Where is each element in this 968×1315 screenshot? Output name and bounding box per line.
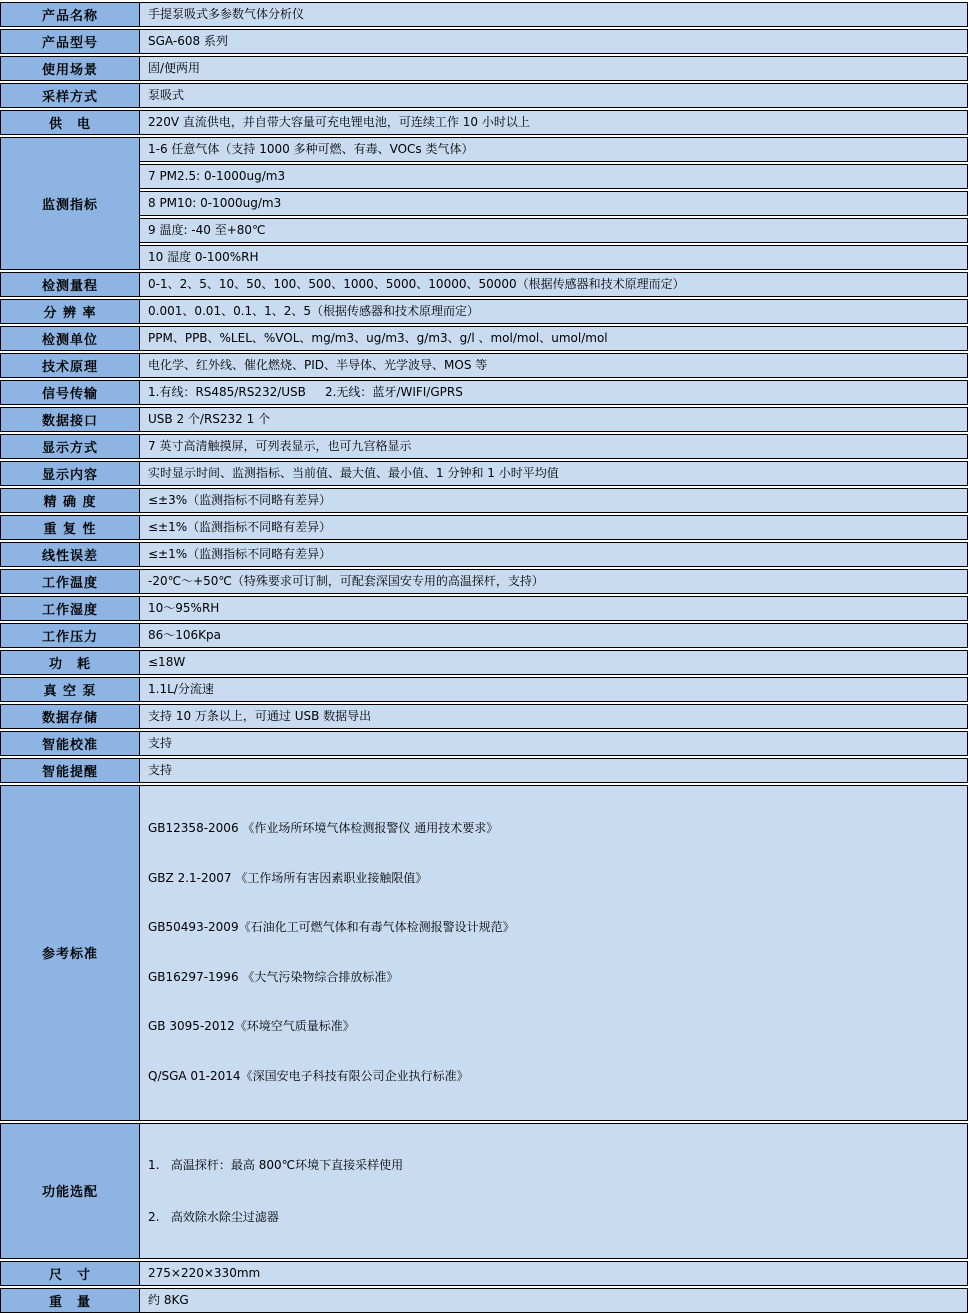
working-pressure-label: 工作压力 — [0, 623, 140, 648]
detection-unit-label: 检测单位 — [0, 326, 140, 351]
row-linearity-error — [0, 542, 968, 567]
standard-item: Q/SGA 01-2014《深国安电子科技有限公司企业执行标准》 — [148, 1068, 469, 1083]
linearity-error-label: 线性误差 — [0, 542, 140, 567]
row-technical-principle — [0, 353, 968, 378]
row-product-name — [0, 2, 968, 27]
optional-feature-item: 1. 高温探杆：最高 800℃环境下直接采样使用 — [148, 1157, 404, 1172]
weight-label: 重 量 — [0, 1288, 140, 1313]
product-model-value: SGA-608 系列 — [140, 29, 968, 54]
monitoring-indicator-value: 10 湿度 0-100%RH — [140, 245, 968, 270]
smart-calibration-label: 智能校准 — [0, 731, 140, 756]
detection-range-value: 0-1、2、5、10、50、100、500、1000、5000、10000、50000（根据传感器和技术原理而定） — [140, 272, 968, 297]
row-product-model — [0, 29, 968, 54]
smart-reminder-value: 支持 — [140, 758, 968, 783]
repeatability-label: 重 复 性 — [0, 515, 140, 540]
power-supply-value: 220V 直流供电，并自带大容量可充电锂电池，可连续工作 10 小时以上 — [140, 110, 968, 135]
power-consumption-value: ≤18W — [140, 650, 968, 675]
row-working-pressure — [0, 623, 968, 648]
row-monitoring-indicators-1 — [0, 137, 968, 162]
row-monitoring-indicators-2 — [0, 164, 968, 189]
smart-reminder-label: 智能提醒 — [0, 758, 140, 783]
row-detection-unit — [0, 326, 968, 351]
optional-features-label: 功能选配 — [0, 1123, 140, 1259]
row-vacuum-pump — [0, 677, 968, 702]
vacuum-pump-label: 真 空 泵 — [0, 677, 140, 702]
monitoring-indicator-value: 9 温度: -40 至+80℃ — [140, 218, 968, 243]
data-storage-value: 支持 10 万条以上，可通过 USB 数据导出 — [140, 704, 968, 729]
standard-item: GB12358-2006 《作业场所环境气体检测报警仪 通用技术要求》 — [148, 821, 499, 835]
technical-principle-value: 电化学、红外线、催化燃烧、PID、半导体、光学波导、MOS 等 — [140, 353, 968, 378]
row-repeatability — [0, 515, 968, 540]
row-reference-standards — [0, 785, 968, 1121]
row-accuracy — [0, 488, 968, 513]
row-working-humidity — [0, 596, 968, 621]
standard-item: GB 3095-2012《环境空气质量标准》 — [148, 1019, 355, 1034]
working-temperature-value: -20℃～+50℃（特殊要求可订制，可配套深国安专用的高温探杆，支持） — [140, 569, 968, 594]
usage-scene-value: 固/便两用 — [140, 56, 968, 81]
signal-transmission-value: 1.有线：RS485/RS232/USB 2.无线：蓝牙/WIFI/GPRS — [140, 380, 968, 405]
data-interface-label: 数据接口 — [0, 407, 140, 432]
monitoring-indicator-value: 7 PM2.5: 0-1000ug/m3 — [140, 164, 968, 189]
standard-item: GB50493-2009《石油化工可燃气体和有毒气体检测报警设计规范》 — [148, 920, 515, 935]
optional-feature-item: 2. 高效除水除尘过滤器 — [148, 1209, 279, 1224]
monitoring-indicators-label: 监测指标 — [0, 137, 140, 270]
display-mode-value: 7 英寸高清触摸屏，可列表显示，也可九宫格显示 — [140, 434, 968, 459]
resolution-label: 分 辨 率 — [0, 299, 140, 324]
technical-principle-label: 技术原理 — [0, 353, 140, 378]
row-display-mode — [0, 434, 968, 459]
power-supply-label: 供 电 — [0, 110, 140, 135]
reference-standards-label: 参考标准 — [0, 785, 140, 1121]
usage-scene-label: 使用场景 — [0, 56, 140, 81]
detection-range-label: 检测量程 — [0, 272, 140, 297]
resolution-value: 0.001、0.01、0.1、1、2、5（根据传感器和技术原理而定） — [140, 299, 968, 324]
row-monitoring-indicators-5 — [0, 245, 968, 270]
row-weight — [0, 1288, 968, 1313]
row-working-temperature — [0, 569, 968, 594]
linearity-error-value: ≤±1%（监测指标不同略有差异） — [140, 542, 968, 567]
row-dimensions — [0, 1261, 968, 1286]
working-humidity-value: 10～95%RH — [140, 596, 968, 621]
row-detection-range — [0, 272, 968, 297]
weight-value: 约 8KG — [140, 1288, 968, 1313]
power-consumption-label: 功 耗 — [0, 650, 140, 675]
row-power-supply — [0, 110, 968, 135]
row-optional-features — [0, 1123, 968, 1259]
dimensions-label: 尺 寸 — [0, 1261, 140, 1286]
working-pressure-value: 86～106Kpa — [140, 623, 968, 648]
optional-features-value — [140, 1123, 968, 1259]
data-interface-value: USB 2 个/RS232 1 个 — [140, 407, 968, 432]
reference-standards-value — [140, 785, 968, 1121]
product-name-label: 产品名称 — [0, 2, 140, 27]
product-model-label: 产品型号 — [0, 29, 140, 54]
working-humidity-label: 工作湿度 — [0, 596, 140, 621]
monitoring-indicator-value: 8 PM10: 0-1000ug/m3 — [140, 191, 968, 216]
row-display-content — [0, 461, 968, 486]
display-mode-label: 显示方式 — [0, 434, 140, 459]
data-storage-label: 数据存储 — [0, 704, 140, 729]
smart-calibration-value: 支持 — [140, 731, 968, 756]
display-content-label: 显示内容 — [0, 461, 140, 486]
product-name-value: 手提泵吸式多参数气体分析仪 — [140, 2, 968, 27]
sampling-method-value: 泵吸式 — [140, 83, 968, 108]
display-content-value: 实时显示时间、监测指标、当前值、最大值、最小值、1 分钟和 1 小时平均值 — [140, 461, 968, 486]
row-resolution — [0, 299, 968, 324]
row-monitoring-indicators-3 — [0, 191, 968, 216]
signal-transmission-label: 信号传输 — [0, 380, 140, 405]
monitoring-indicator-value: 1-6 任意气体（支持 1000 多种可燃、有毒、VOCs 类气体） — [140, 137, 968, 162]
sampling-method-label: 采样方式 — [0, 83, 140, 108]
row-power-consumption — [0, 650, 968, 675]
standard-item: GBZ 2.1-2007 《工作场所有害因素职业接触限值》 — [148, 870, 428, 885]
detection-unit-value: PPM、PPB、%LEL、%VOL、mg/m3、ug/m3、g/m3、g/l 、mol/mol、umol/mol — [140, 326, 968, 351]
working-temperature-label: 工作温度 — [0, 569, 140, 594]
row-usage-scene — [0, 56, 968, 81]
row-data-storage — [0, 704, 968, 729]
repeatability-value: ≤±1%（监测指标不同略有差异） — [140, 515, 968, 540]
dimensions-value: 275×220×330mm — [140, 1261, 968, 1286]
row-smart-calibration — [0, 731, 968, 756]
row-monitoring-indicators-4 — [0, 218, 968, 243]
accuracy-label: 精 确 度 — [0, 488, 140, 513]
vacuum-pump-value: 1.1L/分流速 — [140, 677, 968, 702]
row-signal-transmission — [0, 380, 968, 405]
accuracy-value: ≤±3%（监测指标不同略有差异） — [140, 488, 968, 513]
row-sampling-method — [0, 83, 968, 108]
row-data-interface — [0, 407, 968, 432]
row-smart-reminder — [0, 758, 968, 783]
standard-item: GB16297-1996 《大气污染物综合排放标准》 — [148, 969, 399, 984]
